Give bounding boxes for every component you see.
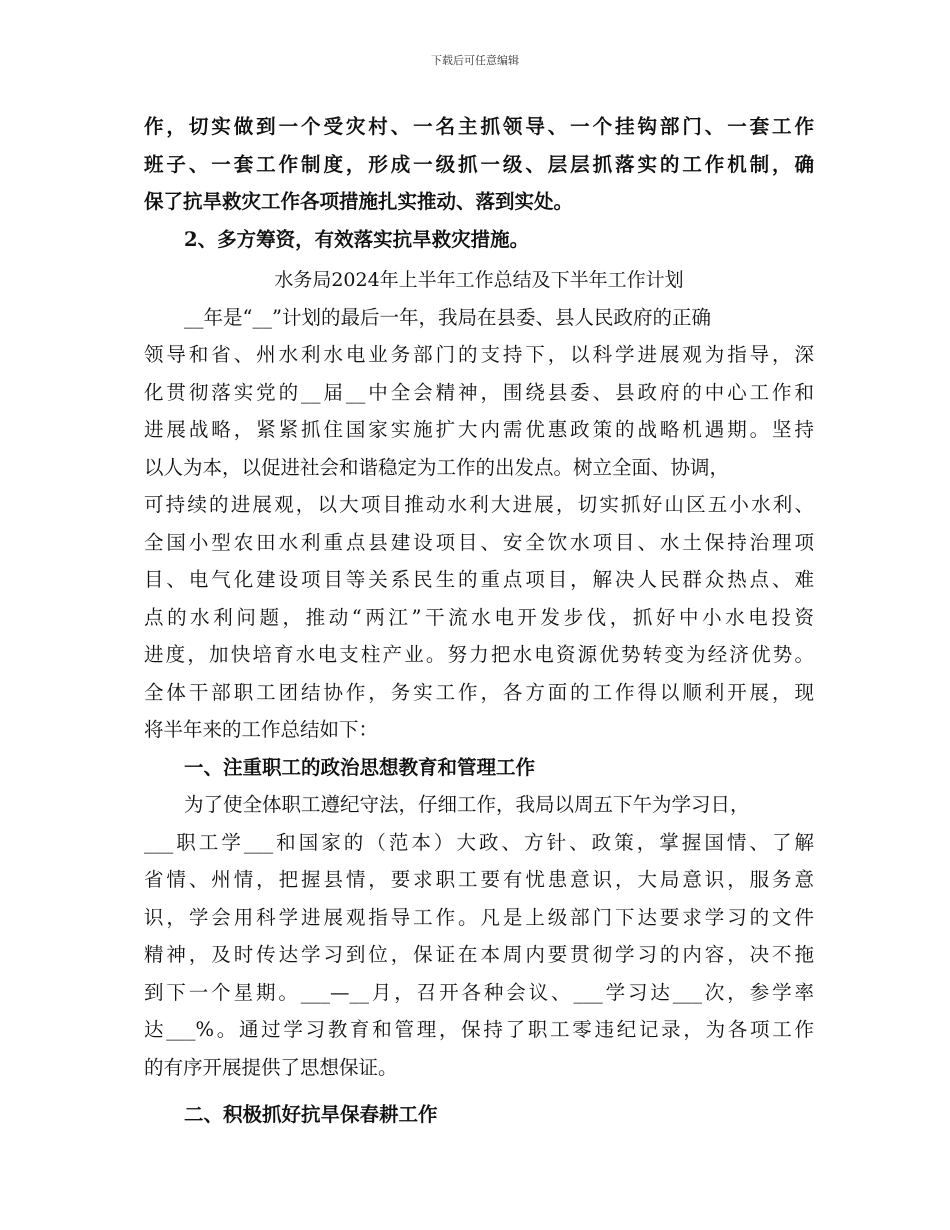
section1-heading: 一、注重职工的政治思想教育和管理工作 (184, 755, 536, 779)
lead-line-1: 作，切实做到一个受灾村、一名主抓领导、一个挂钩部门、一套工作 (144, 115, 814, 138)
intro-line-7: 全国小型农田水利重点县建设项目、安全饮水项目、水土保持治理项 (144, 530, 814, 554)
intro-line-11: 全体干部职工团结协作，务实工作，各方面的工作得以顺利开展，现 (144, 680, 814, 704)
lead-line-2: 班子、一套工作制度，形成一级抓一级、层层抓落实的工作机制，确 (144, 152, 814, 176)
lead-subheading: 2、多方筹资，有效落实抗旱救灾措施。 (184, 227, 530, 251)
section1-line-8: 的有序开展提供了思想保证。 (144, 1055, 398, 1079)
intro-line-6: 可持续的进展观，以大项目推动水利大进展，切实抓好山区五小水利、 (144, 493, 814, 516)
intro-line-8: 目、电气化建设项目等关系民生的重点项目，解决人民群众热点、难 (144, 568, 814, 591)
document-title (144, 261, 814, 299)
intro-line-9: 点的水利问题，推动“两江”干流水电开发步伐，抓好中小水电投资 (144, 605, 814, 629)
intro-line-10: 进度，加快培育水电支柱产业。努力把水电资源优势转变为经济优势。 (144, 643, 814, 666)
section1-line-2: ___职工学___和国家的（范本）大政、方针、政策，掌握国情、了解 (144, 830, 814, 854)
section1-line-1: 为了使全体职工遵纪守法，仔细工作，我局以周五下午为学习日， (184, 793, 750, 816)
document-body (144, 108, 814, 1134)
intro-line-1: __年是“__”计划的最后一年，我局在县委、县人民政府的正确 (184, 305, 711, 329)
section2-heading: 二、积极抓好抗旱保春耕工作 (184, 1103, 438, 1126)
intro-line-2: 领导和省、州水利水电业务部门的支持下，以科学进展观为指导，深 (144, 343, 814, 366)
intro-line-5: 以人为本，以促进社会和谐稳定为工作的出发点。树立全面、协调， (144, 455, 730, 479)
section1-line-3: 省情、州情，把握县情，要求职工要有忧患意识，大局意识，服务意 (144, 868, 814, 891)
section1-line-7: 达___%。通过学习教育和管理，保持了职工零违纪记录，为各项工作 (144, 1018, 814, 1041)
page-header-note: 下载后可任意编辑 (431, 54, 519, 67)
intro-line-4: 进展战略，紧紧抓住国家实施扩大内需优惠政策的战略机遇期。坚持 (144, 418, 814, 441)
intro-line-12: 将半年来的工作总结如下： (144, 718, 379, 741)
section1-line-6: 到下一个星期。___—__月，召开各种会议、___学习达___次，参学率 (144, 980, 814, 1004)
document-title-text: 水务局2024年上半年工作总结及下半年工作计划 (274, 269, 684, 291)
intro-line-3: 化贯彻落实党的__届__中全会精神，围绕县委、县政府的中心工作和 (144, 380, 814, 404)
section1-line-5: 精神，及时传达学习到位，保证在本周内要贯彻学习的内容，决不拖 (144, 943, 814, 966)
section1-line-4: 识，学会用科学进展观指导工作。凡是上级部门下达要求学习的文件 (144, 905, 814, 929)
lead-line-3: 保了抗旱救灾工作各项措施扎实推动、落到实处。 (144, 190, 574, 213)
